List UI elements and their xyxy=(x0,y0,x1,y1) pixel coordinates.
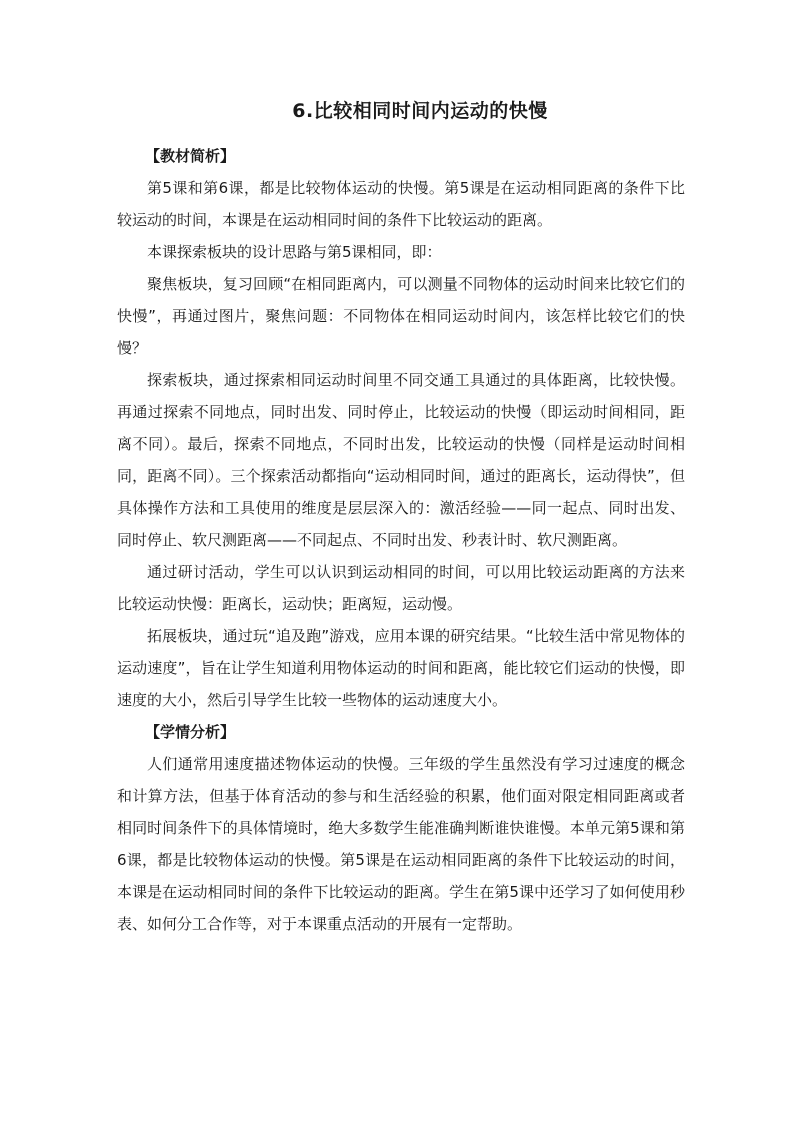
paragraph: 拓展板块，通过玩“追及跑”游戏，应用本课的研究结果。“比较生活中常见物体的运动速度”，旨在让学生知道利用物体运动的时间和距离，能比较它们运动的快慢，即速度的大小，然后引导学生比较一些物体的运动速度大小。 xyxy=(117,627,685,709)
paragraph: 探索板块，通过探索相同运动时间里不同交通工具通过的具体距离，比较快慢。再通过探索不同地点，同时出发、同时停止，比较运动的快慢（即运动时间相同，距离不同）。最后，探索不同地点，不同时出发，比较运动的快慢（同样是运动时间相同，距离不同）。三个探索活动都指向“运动相同时间，通过的距离长，运动得快”，但具体操作方法和工具使用的维度是层层深入的：激活经验——同一起点、同时出发、同时停止、软尺测距离——不同起点、不同时出发、秒表计时、软尺测距离。 xyxy=(117,371,685,549)
document-body xyxy=(117,140,685,940)
paragraph: 本课探索板块的设计思路与第5课相同，即： xyxy=(147,243,442,261)
paragraph: 聚焦板块，复习回顾“在相同距离内，可以测量不同物体的运动时间来比较它们的快慢”，再通过图片，聚焦问题：不同物体在相同运动时间内，该怎样比较它们的快慢？ xyxy=(117,275,685,357)
section-heading-student-analysis: 【学情分析】 xyxy=(145,723,236,741)
page-title: 6.比较相同时间内运动的快慢 xyxy=(292,100,548,122)
section-heading-textbook-analysis: 【教材简析】 xyxy=(145,147,236,165)
paragraph: 第5课和第6课，都是比较物体运动的快慢。第5课是在运动相同距离的条件下比较运动的时间，本课是在运动相同时间的条件下比较运动的距离。 xyxy=(117,179,685,229)
paragraph: 人们通常用速度描述物体运动的快慢。三年级的学生虽然没有学习过速度的概念和计算方法，但基于体育活动的参与和生活经验的积累，他们面对限定相同距离或者相同时间条件下的具体情境时，绝大多数学生能准确判断谁快谁慢。本单元第5课和第6课，都是比较物体运动的快慢。第5课是在运动相同距离的条件下比较运动的时间，本课是在运动相同时间的条件下比较运动的距离。学生在第5课中还学习了如何使用秒表、如何分工合作等，对于本课重点活动的开展有一定帮助。 xyxy=(117,755,685,933)
paragraph: 通过研讨活动，学生可以认识到运动相同的时间，可以用比较运动距离的方法来比较运动快慢：距离长，运动快；距离短，运动慢。 xyxy=(117,563,685,613)
